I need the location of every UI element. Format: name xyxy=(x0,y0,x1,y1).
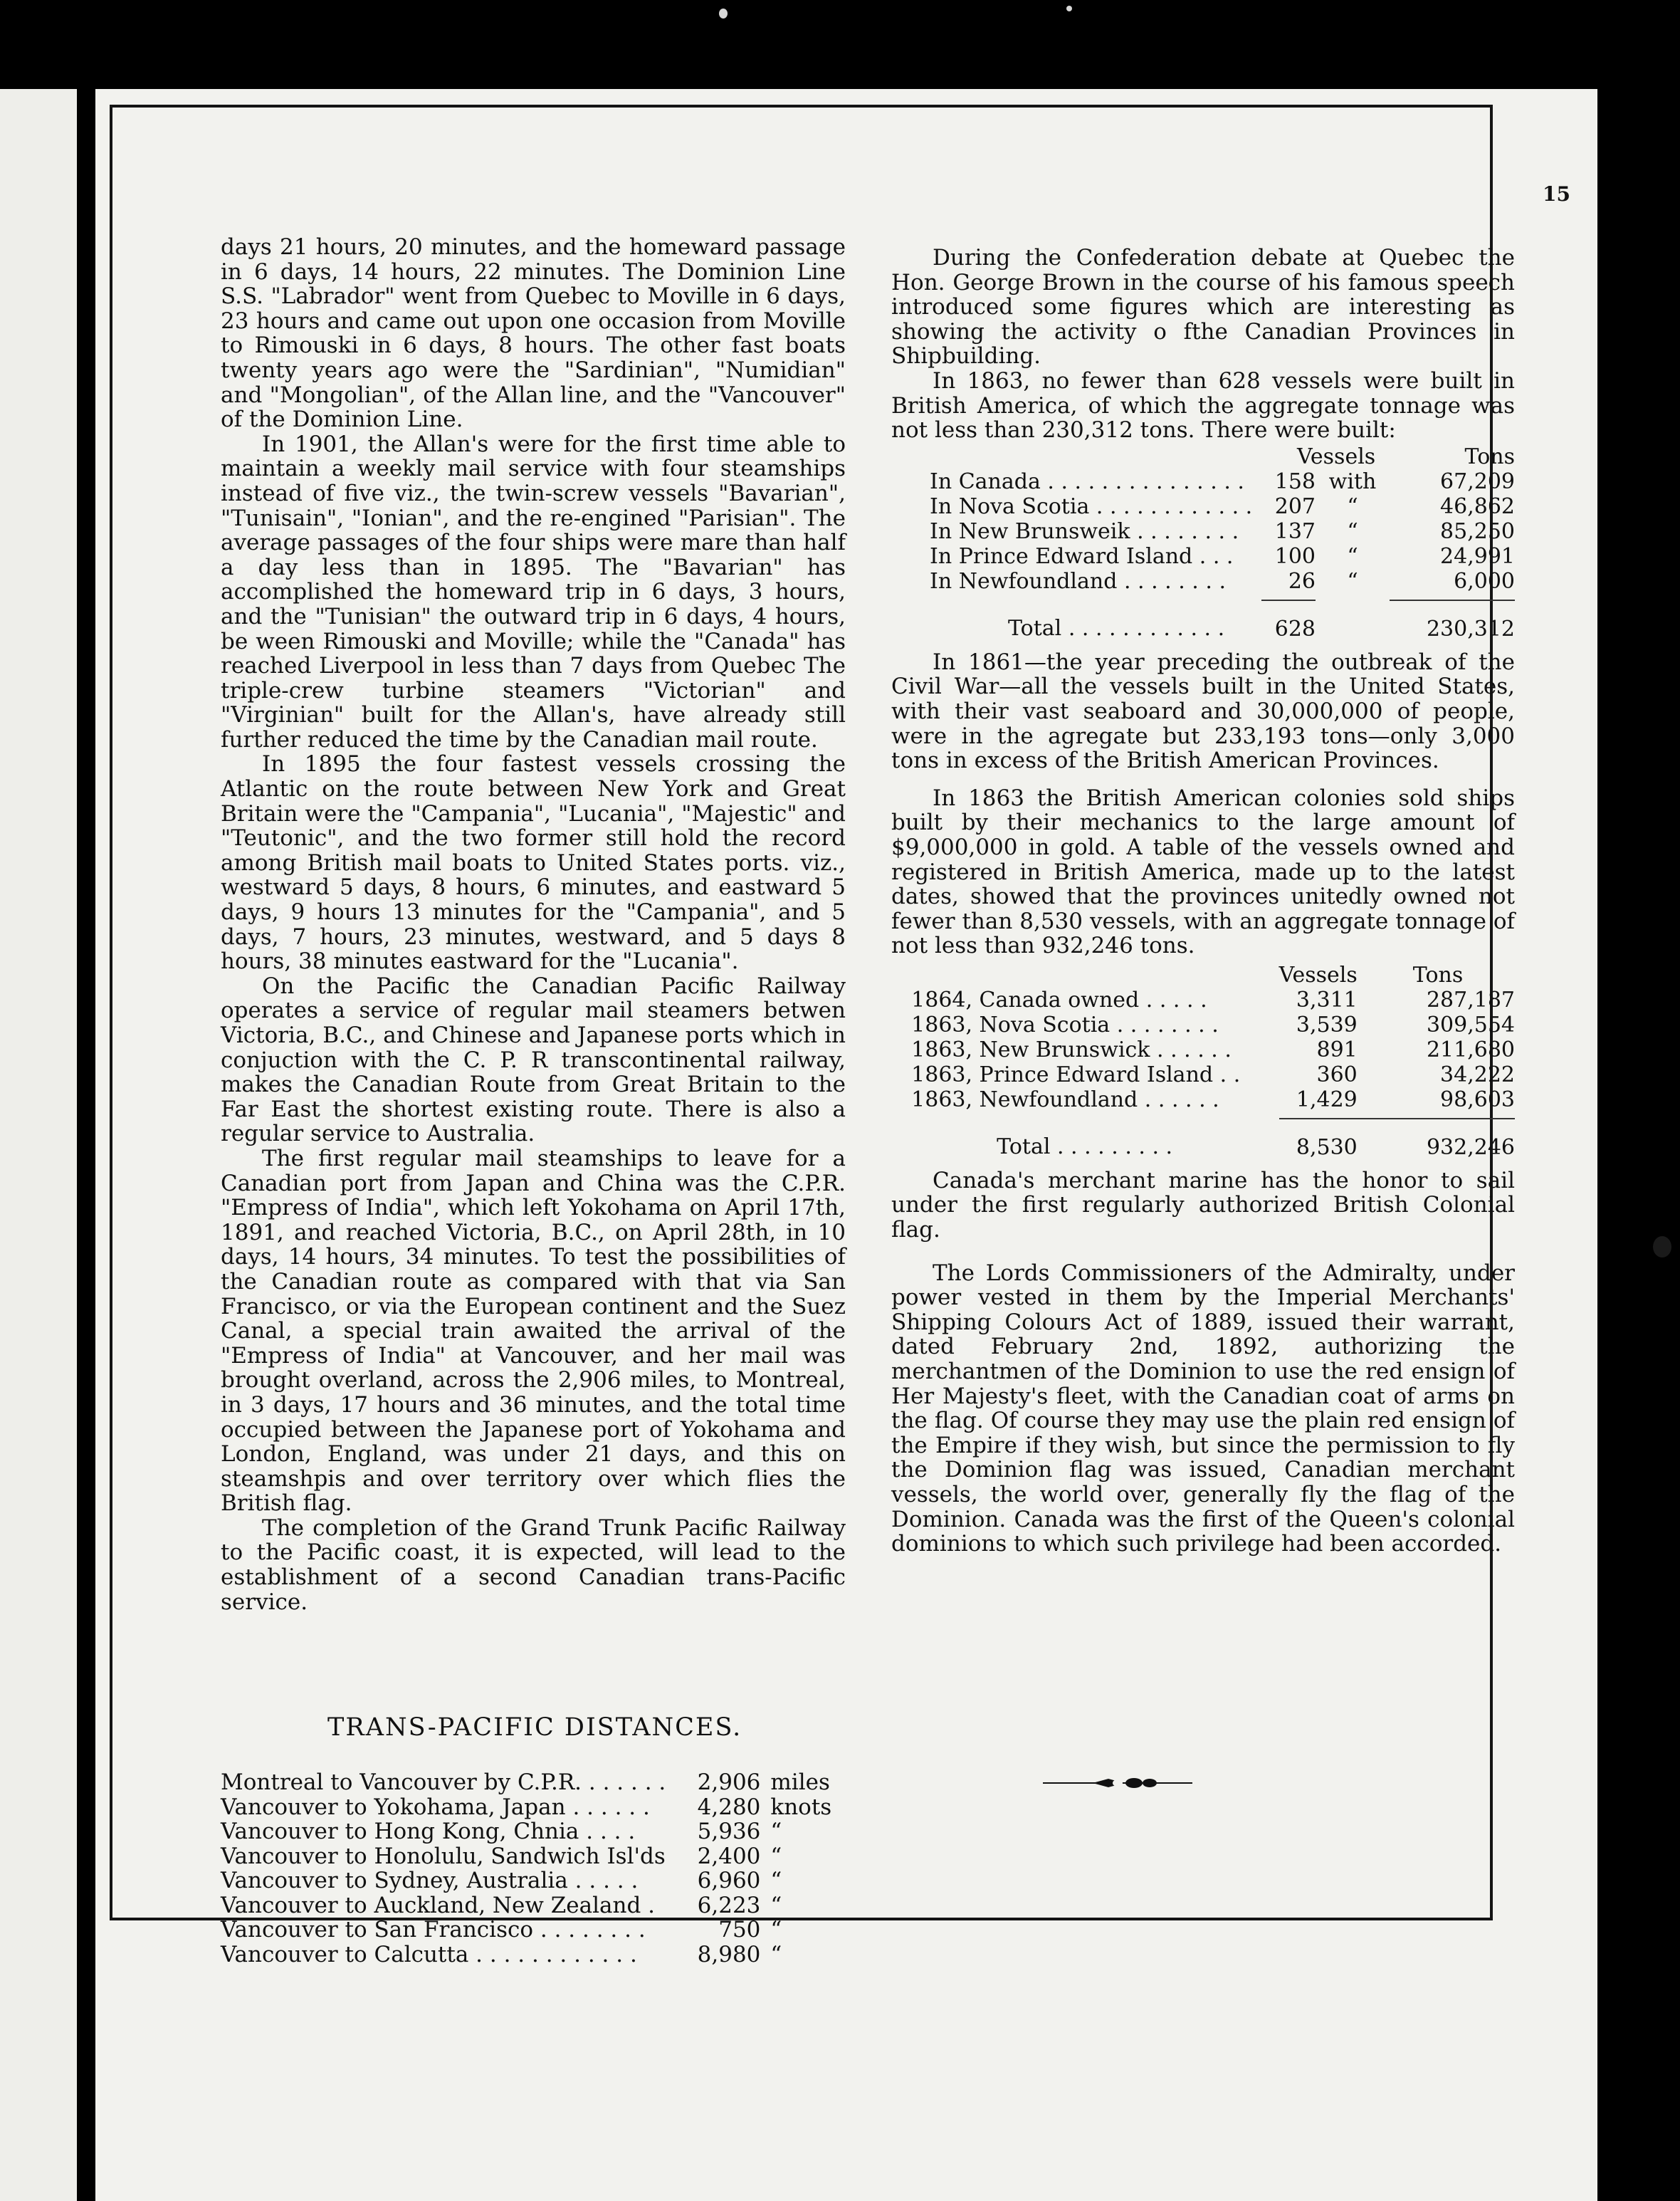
distance: 8,980 xyxy=(697,1941,761,1967)
distance: 6,960 xyxy=(697,1868,761,1893)
vessels: 158 xyxy=(1274,469,1316,494)
paragraph: In 1863 the British American colonies sold ships built by their mechanics to the large amount of $9,000,000 in gold. A table of the vessels owned and registered in British America, made up to the latest dates, showed that the provinces unitedly owned not fewer than 8,530 vessels, with an aggregate tonnage of not less than 932,246 tons. xyxy=(891,785,1515,959)
vessels: 1,429 xyxy=(1296,1087,1358,1112)
ditto-mark: “ xyxy=(1347,543,1358,569)
ditto-mark: “ xyxy=(1347,493,1358,519)
route: Vancouver to Sydney, Australia . . . . . xyxy=(221,1868,639,1893)
unit: “ xyxy=(770,1819,782,1844)
place: 1863, Prince Edward Island . . xyxy=(911,1062,1241,1087)
right-column xyxy=(891,246,1515,1557)
distance: 750 xyxy=(718,1917,761,1943)
place: 1864, Canada owned . . . . . xyxy=(911,987,1207,1013)
ditto-mark: “ xyxy=(1347,518,1358,544)
table-row xyxy=(221,1770,833,1795)
place: In New Brunsweik . . . . . . . . xyxy=(930,518,1239,544)
table-row xyxy=(221,1918,833,1943)
table-row xyxy=(891,544,1515,569)
tons: 24,991 xyxy=(1440,543,1515,569)
route: Montreal to Vancouver by C.P.R. . . . . . . xyxy=(221,1769,666,1795)
table-row xyxy=(221,1795,833,1820)
unit: miles xyxy=(770,1769,830,1795)
table-row xyxy=(891,569,1515,594)
distance: 2,400 xyxy=(697,1843,761,1869)
unit: knots xyxy=(770,1794,832,1820)
paragraph: During the Confederation debate at Quebec the Hon. George Brown in the course of his famous speech introduced some figures which are interesting as showing the activity o fthe Canadian Provinces in Shipbuilding. xyxy=(891,245,1515,370)
route: Vancouver to Auckland, New Zealand . xyxy=(221,1892,656,1918)
tons: 287,187 xyxy=(1426,987,1515,1013)
place: 1863, New Brunswick . . . . . . xyxy=(911,1037,1232,1062)
distance: 6,223 xyxy=(697,1892,761,1918)
tons: 46,862 xyxy=(1440,493,1515,519)
with-mark: with xyxy=(1328,469,1377,494)
table-row xyxy=(891,1062,1515,1087)
paragraph: days 21 hours, 20 minutes, and the homeward passage in 6 days, 14 hours, 22 minutes. The Dominion Line S.S. "Labrador" went from Quebec to Moville in 6 days, 23 hours and came out upon one occasion from Moville to Rimouski in 6 days, 8 hours. The other fast boats twenty years ago were the "Sardinian", "Numidian" and "Mongolian", of the Allan line, and the "Vancouver" of the Dominion Line. xyxy=(221,234,846,433)
total-tons: 230,312 xyxy=(1426,616,1515,642)
facing-page-edge xyxy=(0,89,77,2201)
table-row xyxy=(891,1037,1515,1062)
tons-header: Tons xyxy=(1412,962,1464,988)
tons: 309,554 xyxy=(1426,1012,1515,1037)
place: 1863, Newfoundland . . . . . . xyxy=(911,1087,1219,1112)
sum-rule xyxy=(891,594,1515,600)
scan-speck xyxy=(719,9,728,19)
table-row xyxy=(221,1844,833,1869)
total-vessels: 628 xyxy=(1274,616,1316,642)
total-label: Total . . . . . . . . . . . . xyxy=(1008,616,1225,642)
vessels: 3,311 xyxy=(1296,987,1358,1013)
table-row xyxy=(891,469,1515,494)
table-header xyxy=(891,963,1515,988)
paragraph: In 1895 the four fastest vessels crossing the Atlantic on the route between New York and Great Britain were the "Campania", "Lucania", "Majestic" and "Teutonic", and the two former still hold the record among British mail boats to United States ports. viz., westward 5 days, 8 hours, 6 minutes, and eastward 5 days, 9 hours 13 minutes for the "Campania", and 5 days, 7 hours, 23 minutes, westward, and 5 days 8 hours, 38 minutes eastward for the "Lucania". xyxy=(221,751,846,975)
vessels: 26 xyxy=(1288,568,1316,594)
vessels: 891 xyxy=(1316,1037,1358,1062)
paragraph: The Lords Commissioners of the Admiralty, under power vested in them by the Imperial Merchants' Shipping Colours Act of 1889, issued their warrant, dated February 2nd, 1892, authorizing the merchantmen of the Dominion to use the red ensign of Her Majesty's fleet, with the Canadian coat of arms on the flag. Of course they may use the plain red ensign of the Empire if they wish, but since the permission to fly the Dominion flag was issued, Canadian merchant vessels, the world over, generally fly the flag of the Dominion. Canada was the first of the Queen's colonial dominions to which such privilege had been accorded. xyxy=(891,1260,1515,1557)
tons: 211,680 xyxy=(1426,1037,1515,1062)
unit: “ xyxy=(770,1892,782,1918)
place: 1863, Nova Scotia . . . . . . . . xyxy=(911,1012,1219,1037)
vessels: 3,539 xyxy=(1296,1012,1358,1037)
route: Vancouver to Calcutta . . . . . . . . . . . . xyxy=(221,1941,637,1967)
distance: 5,936 xyxy=(697,1819,761,1844)
page-number: 15 xyxy=(1543,182,1570,206)
route: Vancouver to San Francisco . . . . . . . . xyxy=(221,1917,646,1943)
sum-rule xyxy=(891,1112,1515,1119)
total-row xyxy=(891,600,1515,642)
table-row xyxy=(221,1819,833,1844)
unit: “ xyxy=(770,1941,782,1967)
scan-speck xyxy=(1066,6,1072,11)
unit: “ xyxy=(770,1868,782,1893)
table-row xyxy=(221,1893,833,1918)
ditto-mark: “ xyxy=(1347,568,1358,594)
route: Vancouver to Hong Kong, Chnia . . . . xyxy=(221,1819,636,1844)
table-row xyxy=(891,988,1515,1013)
place: In Nova Scotia . . . . . . . . . . . . xyxy=(930,493,1253,519)
total-tons: 932,246 xyxy=(1426,1134,1515,1160)
table-row xyxy=(221,1943,833,1967)
distances-title: TRANS-PACIFIC DISTANCES. xyxy=(327,1713,742,1742)
scan-smudge xyxy=(1653,1236,1671,1258)
tons: 67,209 xyxy=(1440,469,1515,494)
table-row xyxy=(891,1013,1515,1037)
paragraph: Canada's merchant marine has the honor to sail under the first regularly authorized British Colonial flag. xyxy=(891,1167,1515,1243)
vessels: 137 xyxy=(1274,518,1316,544)
tons: 85,250 xyxy=(1440,518,1515,544)
paragraph: In 1901, the Allan's were for the first time able to maintain a weekly mail service with four steamships instead of five viz., the twin-screw vessels "Bavarian", "Tunisain", "Ionian", and the re-engined "Parisian". The average passages of the four ships were mare than half a day less than in 1895. The "Bavarian" has accomplished the homeward trip in 6 days, 3 hours, and the "Tunisian" the outward trip in 6 days, 4 hours, be ween Rimouski and Moville; while the "Canada" has reached Liverpool in less than 7 days from Quebec The triple-crew turbine steamers "Victorian" and "Virginian" built for the Allan's, have already still further reduced the time by the Canadian mail route. xyxy=(221,431,846,753)
place: In Prince Edward Island . . . xyxy=(930,543,1234,569)
ornamental-divider-icon xyxy=(1043,1774,1192,1792)
total-row xyxy=(891,1119,1515,1160)
distance: 4,280 xyxy=(697,1794,761,1820)
vessels: 100 xyxy=(1274,543,1316,569)
route: Vancouver to Honolulu, Sandwich Isl'ds xyxy=(221,1843,666,1869)
total-label: Total . . . . . . . . . xyxy=(997,1134,1173,1160)
place: In Canada . . . . . . . . . . . . . . . xyxy=(930,469,1244,494)
vessels: 207 xyxy=(1274,493,1316,519)
table-row xyxy=(891,1087,1515,1112)
vessels: 360 xyxy=(1316,1062,1358,1087)
paragraph: On the Pacific the Canadian Pacific Railway operates a service of regular mail steamers betwen Victoria, B.C., and Chinese and Japanese ports which in conjuction with the C. P. R transcontinental railway, makes the Canadian Route from Great Britain to the Far East the shortest existing route. There is also a regular service to Australia. xyxy=(221,973,846,1147)
unit: “ xyxy=(770,1917,782,1943)
left-column xyxy=(221,235,846,1614)
shipbuilding-table xyxy=(891,444,1515,642)
tons: 6,000 xyxy=(1454,568,1515,594)
tons: 98,603 xyxy=(1440,1087,1515,1112)
unit: “ xyxy=(770,1843,782,1869)
vessels-header: Vessels xyxy=(1279,962,1358,988)
table-row xyxy=(221,1868,833,1893)
tons: 34,222 xyxy=(1440,1062,1515,1087)
vessels-header: Vessels xyxy=(1297,444,1376,469)
distances-table xyxy=(221,1770,833,1967)
total-vessels: 8,530 xyxy=(1296,1134,1358,1160)
distance: 2,906 xyxy=(697,1769,761,1795)
paragraph: The first regular mail steamships to leave for a Canadian port from Japan and China was the C.P.R. "Empress of India", which left Yokohama on April 17th, 1891, and reached Victoria, B.C., on April 28th, in 10 days, 14 hours, 34 minutes. To test the possibilities of the Canadian route as compared with that via San Francisco, or via the European continent and the Suez Canal, a special train awaited the arrival of the "Empress of India" at Vancouver, and her mail was brought overland, across the 2,906 miles, to Montreal, in 3 days, 17 hours and 36 minutes, and the total time occupied between the Japanese port of Yokohama and London, England, was under 21 days, and this on steamshpis and over territory over which flies the British flag. xyxy=(221,1145,846,1517)
table-header xyxy=(891,444,1515,469)
place: In Newfoundland . . . . . . . . xyxy=(930,568,1226,594)
route: Vancouver to Yokohama, Japan . . . . . . xyxy=(221,1794,650,1820)
table-row xyxy=(891,494,1515,519)
vessels-owned-table xyxy=(891,963,1515,1160)
table-row xyxy=(891,519,1515,544)
paragraph: The completion of the Grand Trunk Pacific Railway to the Pacific coast, it is expected, will lead to the establishment of a second Canadian trans-Pacific service. xyxy=(221,1515,846,1615)
paragraph: In 1863, no fewer than 628 vessels were built in British America, of which the aggregate tonnage was not less than 230,312 tons. There were built: xyxy=(891,367,1515,444)
tons-header: Tons xyxy=(1464,444,1515,469)
paragraph: In 1861—the year preceding the outbreak of the Civil War—all the vessels built in the United States, with their vast seaboard and 30,000,000 of people, were in the agregate but 233,193 tons—only 3,000 tons in excess of the British American Provinces. xyxy=(891,649,1515,774)
